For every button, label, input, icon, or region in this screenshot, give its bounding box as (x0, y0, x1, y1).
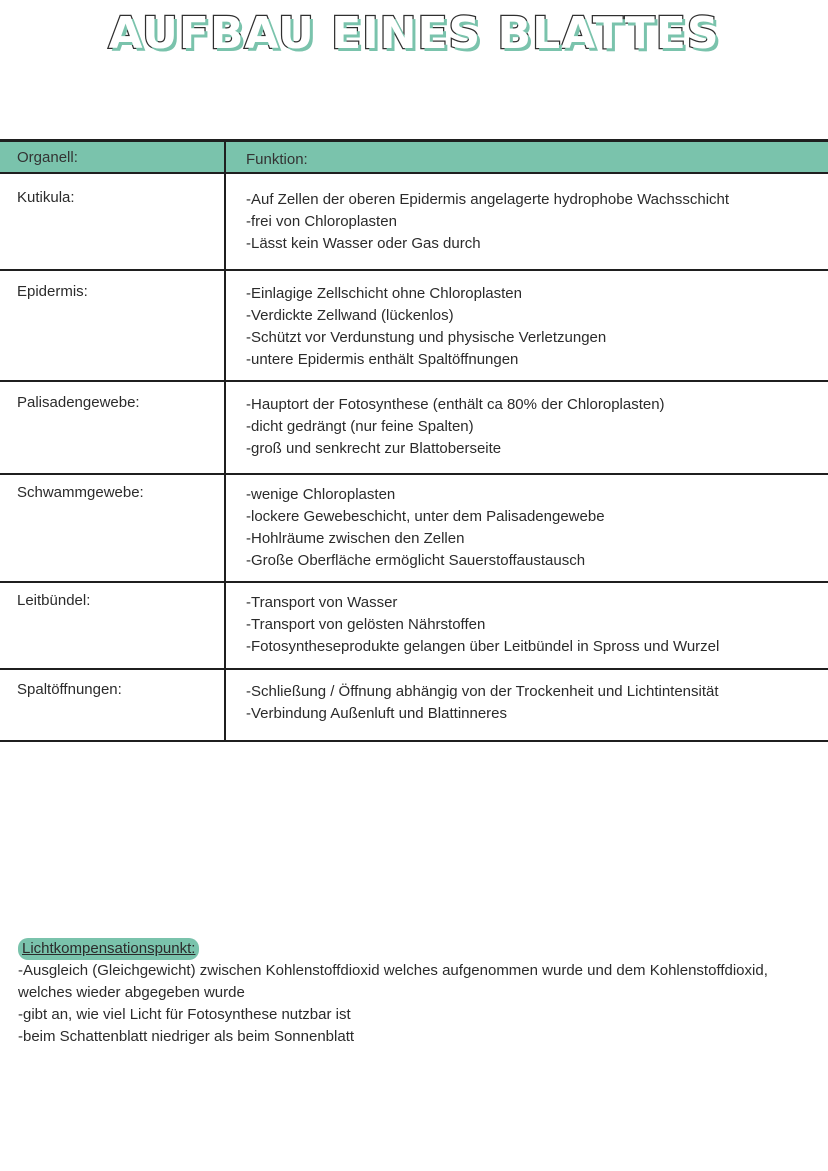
function-cell (226, 174, 828, 269)
table-row (0, 670, 828, 742)
table-header-row (0, 142, 828, 174)
function-line: -Verbindung Außenluft und Blattinneres (246, 705, 508, 722)
organelle-name: Spaltöffnungen: (0, 670, 226, 740)
notes-heading: Lichtkompensationspunkt: (18, 938, 199, 960)
table-row (0, 475, 828, 583)
note-line: -beim Schattenblatt niedriger als beim Sonnenblatt (18, 1028, 355, 1045)
organelle-name: Epidermis: (0, 271, 226, 380)
function-line: -frei von Chloroplasten (246, 213, 397, 230)
function-line: -Verdickte Zellwand (lückenlos) (246, 307, 454, 324)
header-organell: Organell: (0, 142, 226, 172)
function-line: -Schützt vor Verdunstung und physische Verletzungen (246, 329, 607, 346)
table-row (0, 382, 828, 475)
function-line: -untere Epidermis enthält Spaltöffnungen (246, 351, 519, 368)
table-row (0, 583, 828, 670)
function-cell (226, 382, 828, 473)
function-line: -Große Oberfläche ermöglicht Sauerstoffaustausch (246, 552, 586, 569)
function-cell (226, 271, 828, 380)
page-title: AUFBAU EINES BLATTES (108, 8, 720, 59)
organelle-table (0, 139, 828, 742)
function-line: -Fotosyntheseprodukte gelangen über Leitbündel in Spross und Wurzel (246, 638, 720, 655)
function-line: -wenige Chloroplasten (246, 486, 396, 503)
note-line: -gibt an, wie viel Licht für Fotosynthese nutzbar ist (18, 1006, 351, 1023)
function-line: -Schließung / Öffnung abhängig von der Trockenheit und Lichtintensität (246, 683, 719, 700)
organelle-name: Leitbündel: (0, 583, 226, 668)
function-line: -lockere Gewebeschicht, unter dem Palisadengewebe (246, 508, 605, 525)
function-line: -Hohlräume zwischen den Zellen (246, 530, 465, 547)
organelle-name: Kutikula: (0, 174, 226, 269)
function-cell (226, 583, 828, 668)
function-line: -groß und senkrecht zur Blattoberseite (246, 440, 502, 457)
function-line: -Lässt kein Wasser oder Gas durch (246, 235, 481, 252)
function-line: -Auf Zellen der oberen Epidermis angelagerte hydrophobe Wachsschicht (246, 191, 730, 208)
table-row (0, 174, 828, 271)
notes-section (18, 938, 818, 1048)
function-cell (226, 475, 828, 581)
organelle-name: Palisadengewebe: (0, 382, 226, 473)
function-line: -Transport von gelösten Nährstoffen (246, 616, 486, 633)
function-line: -Einlagige Zellschicht ohne Chloroplasten (246, 285, 522, 302)
table-row (0, 271, 828, 382)
function-line: -Hauptort der Fotosynthese (enthält ca 80% der Chloroplasten) (246, 396, 665, 413)
function-line: -Transport von Wasser (246, 594, 398, 611)
note-line: -Ausgleich (Gleichgewicht) zwischen Kohlenstoffdioxid welches aufgenommen wurde und dem Kohlenstoffdioxid, (18, 962, 768, 979)
header-funktion: Funktion: (246, 151, 308, 168)
function-line: -dicht gedrängt (nur feine Spalten) (246, 418, 474, 435)
note-line: welches wieder abgegeben wurde (18, 984, 245, 1001)
organelle-name: Schwammgewebe: (0, 475, 226, 581)
function-cell (226, 670, 828, 740)
